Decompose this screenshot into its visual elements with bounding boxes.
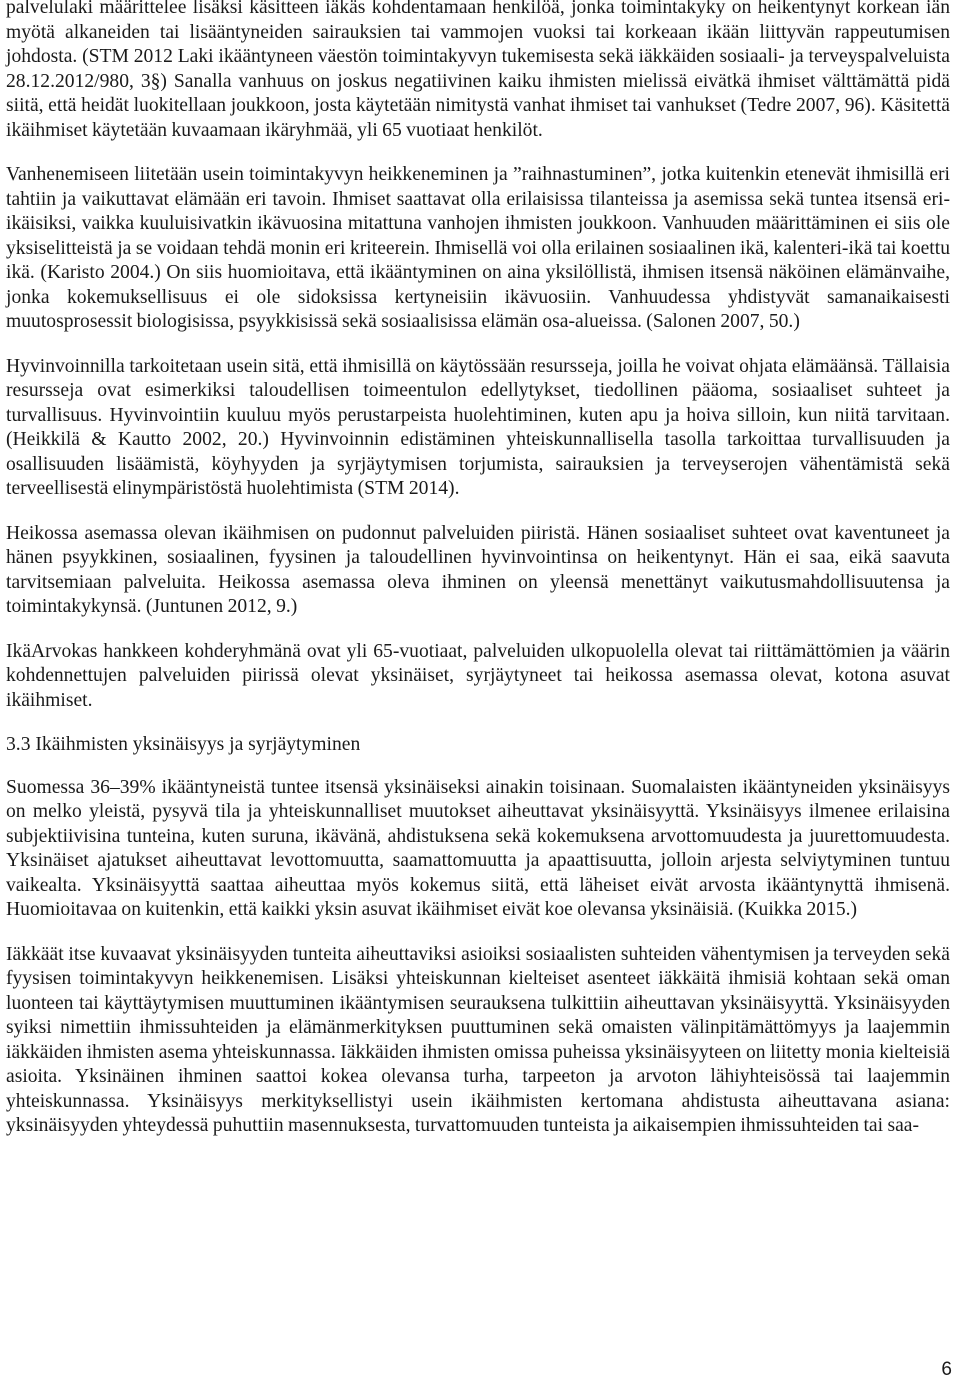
- paragraph-weak-position: Heikossa asemassa olevan ikäihmisen on pudonnut palveluiden piiristä. Hänen sosiaaliset suhteet ovat kaventuneet ja hänen psyykkinen, sosiaalinen, fyysinen ja taloudellinen hyvinvointinsa on heikentynyt. Hän ei saa, eikä saavuta tarvitsemiaan palveluita. Heikossa asemassa oleva ihminen on yleensä menettänyt vaikutusmahdollisuutensa ja toimintakykynsä. (Juntunen 2012, 9.): [6, 522, 950, 617]
- paragraph-definition: palvelulaki määrittelee lisäksi käsitteen iäkäs kohdentamaan henkilöä, jonka toimintakyky on heikentynyt korkean iän myötä alkaneiden tai lisääntyneiden sairauksien tai vammojen vuoksi tai korkeaan ikään liittyvän rappeutumisen johdosta. (STM 2012 Laki ikääntyneen väestön toimintakyvyn tukemisesta sekä iäkkäiden sosiaali- ja terveyspalveluista 28.12.2012/980, 3§) Sanalla vanhuus on joskus negatiivinen kaiku ihmisten mielissä eivätkä ihmiset välttämättä pidä siitä, että heidät luokitellaan joukkoon, josta käytetään nimitystä vanhat ihmiset tai vanhukset (Tedre 2007, 96). Käsitettä ikäihmiset käytetään kuvaamaan ikäryhmää, yli 65 vuotiaat henkilöt.: [6, 0, 950, 141]
- paragraph-wellbeing: Hyvinvoinnilla tarkoitetaan usein sitä, että ihmisillä on käytössään resursseja, joilla he voivat ohjata elämäänsä. Tällaisia resursseja ovat esimerkiksi taloudellisen toimeentulon edellytykset, tiedollinen pääoma, sosiaaliset suhteet ja turvallisuus. Hyvinvointiin kuuluu myös perustarpeista huolehtiminen, kuten apu ja hoiva silloin, kun niitä tarvitaan. (Heikkilä & Kautto 2002, 20.) Hyvinvoinnin edistäminen yhteiskunnallisella tasolla tarkoittaa turvallisuuden ja osallisuuden lisäämistä, köyhyyden ja syrjäytymisen torjumista, sairauksien ja terveyserojen vähentämistä sekä terveellisestä elinympäristöstä huolehtimista (STM 2014).: [6, 355, 950, 499]
- paragraph-ageing: Vanhenemiseen liitetään usein toimintakyvyn heikkeneminen ja ”raihnastuminen”, jotka kuitenkin etenevät ihmisillä eri tahtiin ja vaikuttavat elämään eri tavoin. Ihmiset saattavat olla erilaisissa tilanteissa ja asemissa sekä tuntea itsensä eri-ikäisiksi, vaikka kuuluisivatkin ikävuosina mitattuna vanhojen ihmisten joukkoon. Vanhuuden määrittäminen ei siis ole yksiselitteistä ja se voidaan tehdä monin eri kriteerein. Ihmisellä voi olla erilainen sosiaalinen ikä, kalenteri-ikä tai koettu ikä. (Karisto 2004.) On siis huomioitava, että ikääntyminen on aina yksilöllistä, ihmisen itsensä näköinen elämänvaihe, jonka kokemuksellisuus ei ole sidoksissa kertyneisiin ikävuosiin. Vanhuudessa yhdistyvät samanaikaisesti muutosprosessit biologisissa, psyykkisissä sekä sosiaalisissa elämän osa-alueissa. (Salonen 2007, 50.): [6, 164, 950, 332]
- page-number: 6: [941, 1359, 952, 1380]
- section-heading: 3.3 Ikäihmisten yksinäisyys ja syrjäytyminen: [6, 734, 361, 755]
- paragraph-loneliness-prevalence: Suomessa 36–39% ikääntyneistä tuntee itsensä yksinäiseksi ainakin toisinaan. Suomalaisten ikääntyneiden yksinäisyys on melko yleistä, pysyvä tila ja yhteiskunnalliset muutokset aiheuttavat yksinäisyyttä. Yksinäisyys ilmenee erilaisina subjektiivisina tunteina, kuten suruna, ikävänä, ahdistuksena sekä kokemuksena arvottomuudesta ja juurettomuudesta. Yksinäiset ajatukset aiheuttavat levottomuutta, saamattomuutta ja apaattisuutta, jolloin arjesta selviytyminen tuntuu vaikealta. Yksinäisyyttä saattaa aiheuttaa myös kokemus siitä, että läheiset eivät arvosta ikääntynyttä ihmisenä. Huomioitavaa on kuitenkin, että kaikki yksin asuvat ikäihmiset eivät koe olevansa yksinäisiä. (Kuikka 2015.): [6, 776, 950, 920]
- paragraph-target-group: IkäArvokas hankkeen kohderyhmänä ovat yli 65-vuotiaat, palveluiden ulkopuolella olevat tai riittämättömien ja väärin kohdennettujen palveluiden piirissä olevat yksinäiset, syrjäytyneet tai heikossa asemassa olevat, kotona asuvat ikäihmiset.: [6, 640, 950, 711]
- paragraph-loneliness-causes: Iäkkäät itse kuvaavat yksinäisyyden tunteita aiheuttaviksi asioiksi sosiaalisten suhteiden vähentymisen ja terveyden sekä fyysisen toimintakyvyn heikkenemisen. Lisäksi yhteiskunnan kielteiset asenteet iäkkäitä ihmisiä kohtaan sekä oman luonteen tai käyttäytymisen muuttuminen ikääntymisen seurauksena tulkittiin aiheuttavan yksinäisyyttä. Yksinäisyyden syiksi nimettiin ihmissuhteiden ja elämänmerkityksen puuttuminen sekä omaisten välinpitämättömyys ja laajemmin iäkkäiden ihmisten asema yhteiskunnassa. Iäkkäiden ihmisten omissa puheissa yksinäisyyteen on liitetty monia kielteisiä asioita. Yksinäinen ihminen saattoi kokea olevansa turha, tarpeeton ja arvoton lähiyhteisössä tai laajemmin yhteiskunnassa. Yksinäisyys merkityksellistyi usein ikäihmisten kertomana ahdistusta aiheuttavana asiana: yksinäisyyden yhteydessä puhuttiin masennuksesta, turvattomuuden tunteista ja aikaisempien ihmissuhteiden tai saa-: [6, 943, 950, 1136]
